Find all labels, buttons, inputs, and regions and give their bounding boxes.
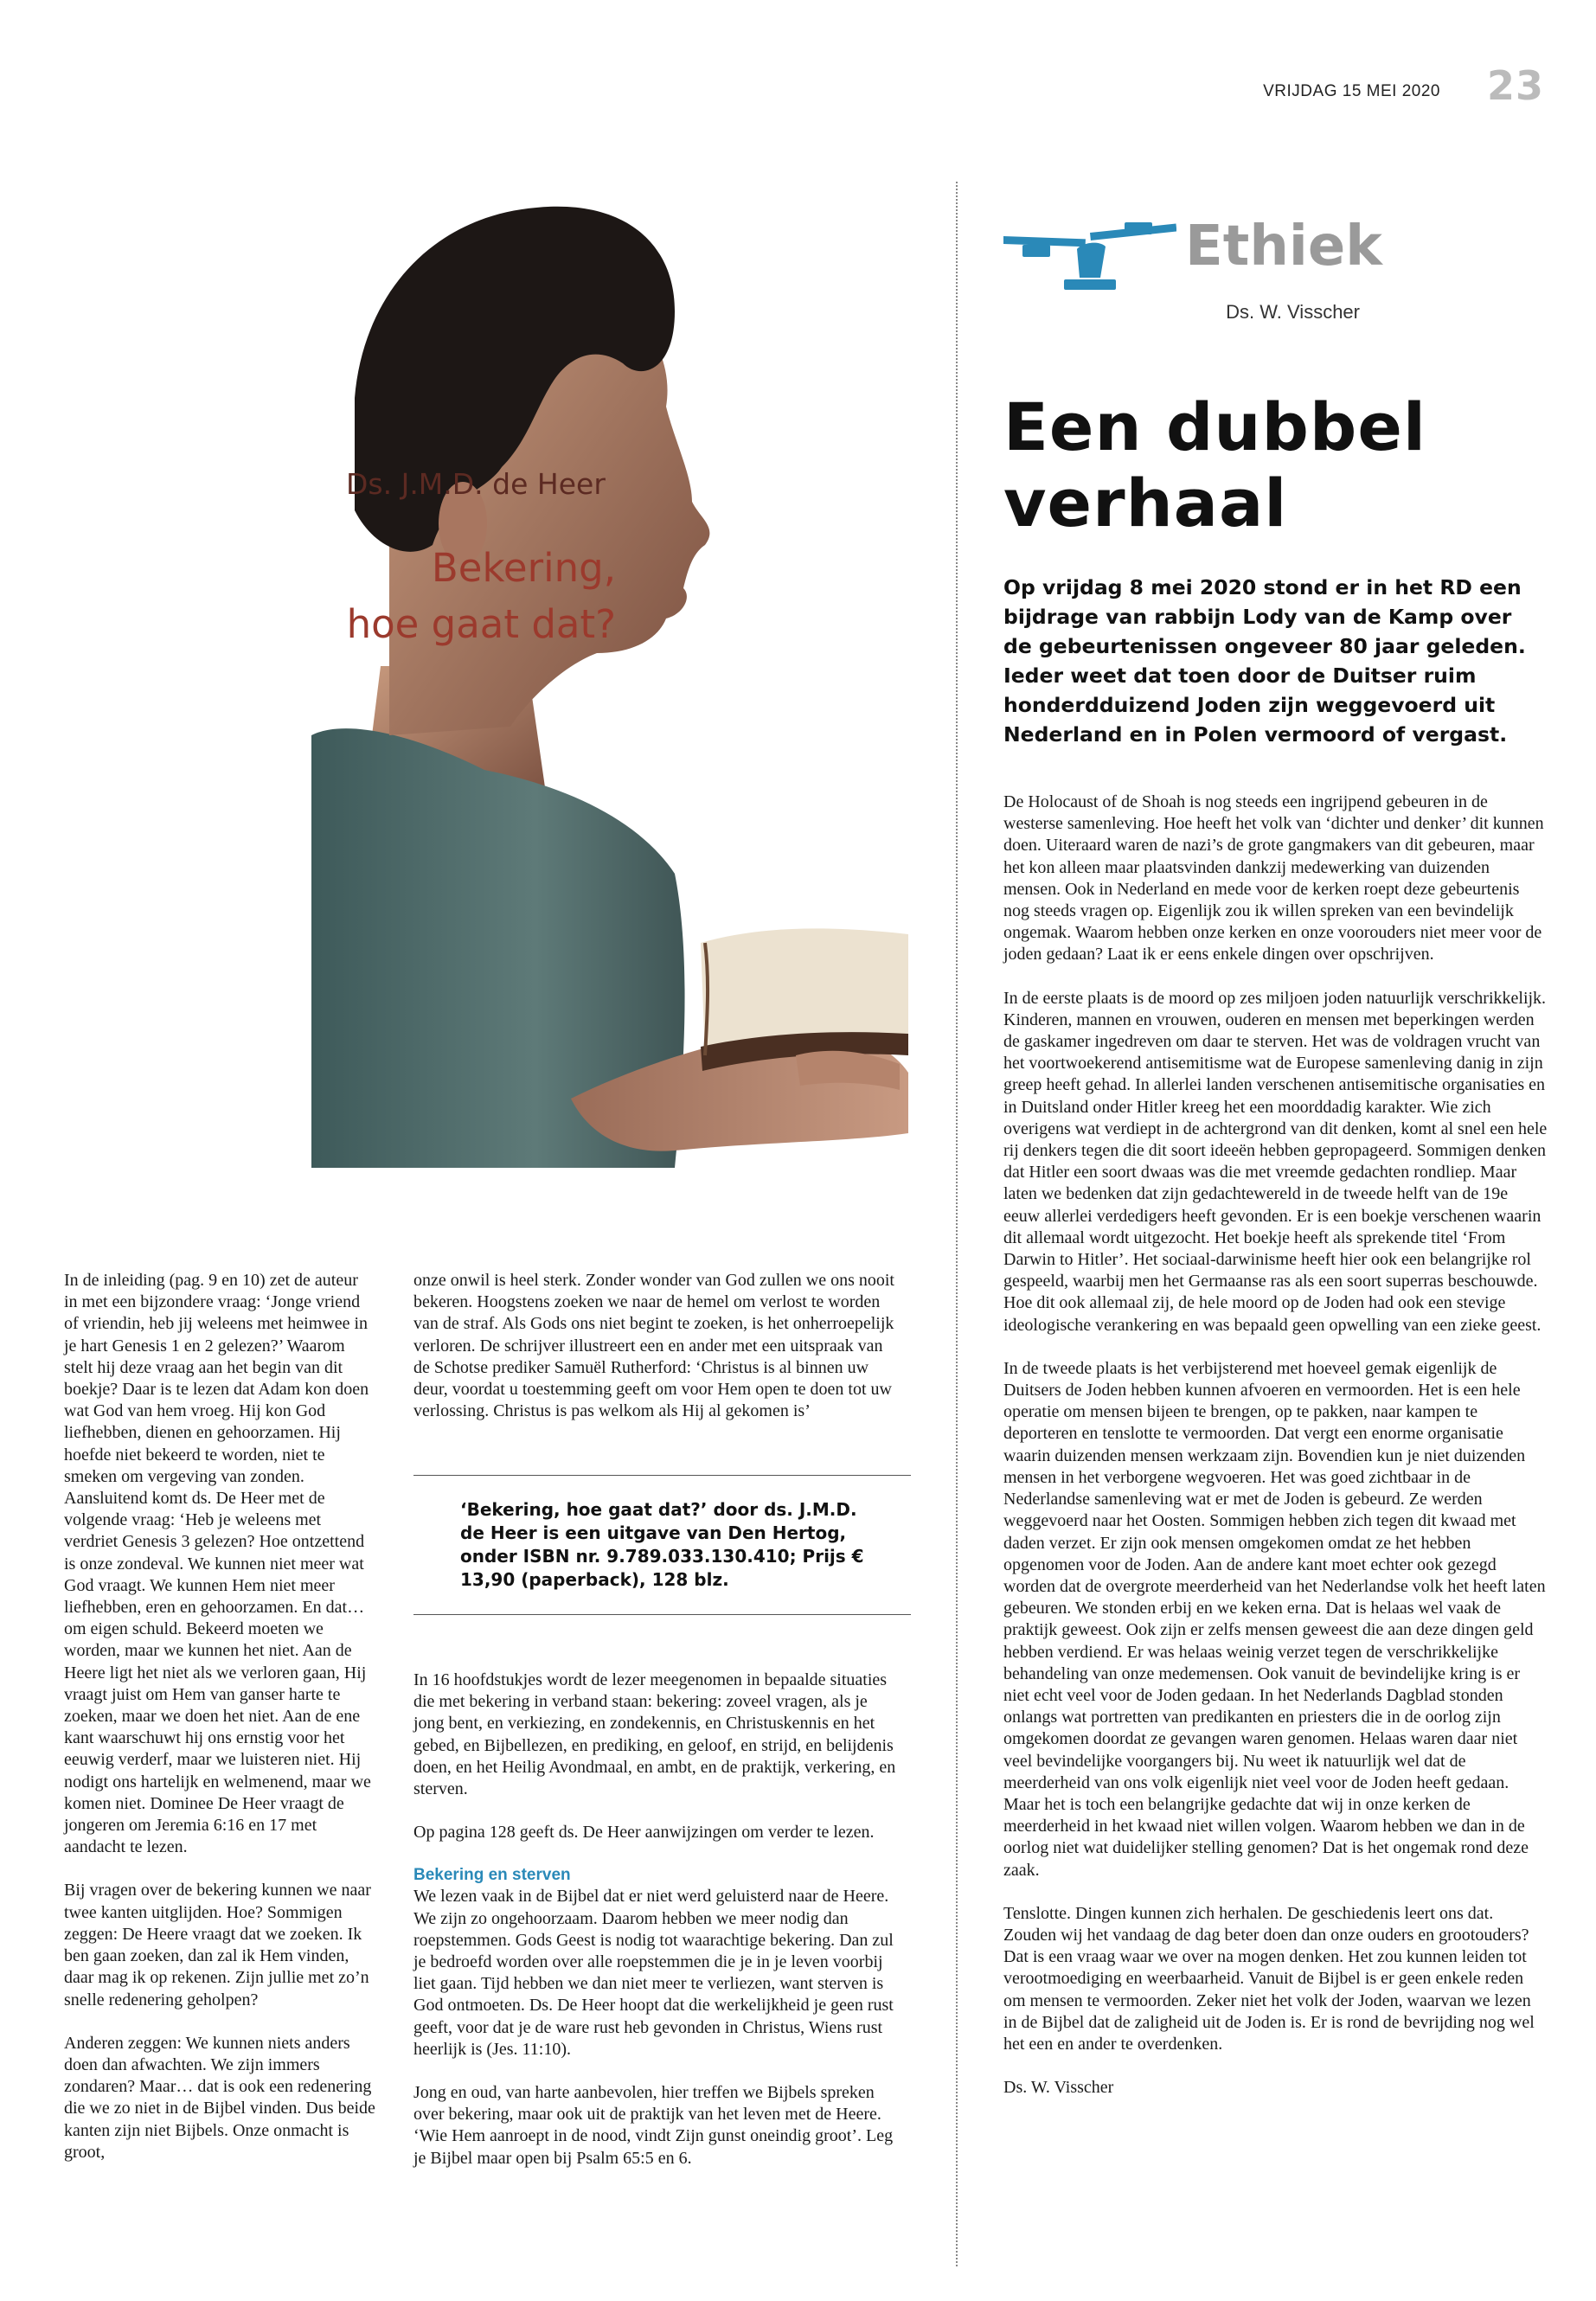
article-paragraph: De Holocaust of de Shoah is nog steeds een ingrijpend gebeuren in de westerse samenleving. Hoe heeft het volk van ‘dichter und denker’ dit kunnen doen. Uiteraard waren de nazi’s de grote gangmakers van dit gebeuren, maar het kon alleen maar plaatsvinden dankzij medewerking van duizenden mensen. Ook in Nederland en mede voor de kerken roept deze gebeurtenis nog steeds vragen op. Eigenlijk zou ik willen spreken van een bevindelijk ongemak. Waarom hebben onze kerken en onze voorouders niet meer voor de joden gedaan? Laat ik er eens enkele dingen over opschrijven.	[1003, 792, 1544, 965]
review-paragraph: onze onwil is heel sterk. Zonder wonder van God zullen we ons nooit bekeren. Hoogstens zoeken we naar de hemel om verlost te worden van de straf. Als Gods ons niet begint te zoeken, is het onherroepelijk verloren. De schrijver illustreert een en ander met een uitspraak van de Schotse prediker Samuël Rutherford: ‘Christus is al binnen uw deur, voordat u toestemming geeft om voor Hem open te doen tot uw verlossing. Christus is pas welkom als Hij al gekomen is’	[413, 1271, 894, 1421]
article-paragraph: In de tweede plaats is het verbijsterend met hoeveel gemak eigenlijk de Duitsers de Joden hebben kunnen afvoeren en vermoorden. Het is een hele operatie om mensen bijeen te brengen, op te pakken, naar kampen te deporteren en tenslotte te vermoorden. Dat vergt een enorme organisatie waarin duizenden mensen werkzaam zijn. Bovendien kun je niet duizenden mensen in het verborgene wegvoeren. Het was goed zichtbaar in de Nederlandse samenleving wat er met de Joden is gebeurd. Ze werden weggevoerd naar het Oosten. Sommigen hebben zich tegen dit kwaad met daden verzet. Er zijn ook mensen omgekomen omdat ze het hebben opgenomen voor de Joden. Aan de andere kant moet echter ook gezegd worden dat de overgrote meerderheid van het Nederlandse volk het heeft laten gebeuren. We stonden erbij en we keken erna. Dat is helaas wel vaak de praktijk geweest. Ook zijn er zelfs mensen geweest die aan deze dingen geld hebben verdiend. Er was helaas weinig verzet tegen de verschrikkelijke behandeling van onze medemensen. Ook vanuit de bevindelijke kring is er niet echt veel voor de Joden gedaan. In het Nederlands Dagblad stonden onlangs wat portretten van predikanten en priesters die in de oorlog zijn omgekomen doordat ze gevangen waren genomen. Helaas waren daar niet veel bevindelijke voorgangers bij. Nu weet ik natuurlijk wel dat de meerderheid van ons volk eigenlijk niet veel voor de Joden heeft gedaan. Maar het is toch een belangrijke gedachte dat wij in onze kerken de meerderheid in het kwaad niet willen volgen. Waarom hebben we dan in de oorlog niet wat duidelijker stelling genomen? Dat is het ongemak rond deze zaak.	[1003, 1358, 1546, 1880]
article-signature: Ds. W. Visscher	[1003, 2078, 1114, 2098]
review-paragraph: In 16 hoofdstukjes wordt de lezer meegenomen in bepaalde situaties die met bekering in verband staan: bekering: zoveel vragen, als je jong bent, en verkiezing, en zondekennis, en Christuskennis en het gebed, en Bijbellezen, en prediking, en geloof, en strijd, en belijdenis doen, en het Heilig Avondmaal, en ambt, en de praktijk, verkering, en sterven.	[413, 1670, 896, 1799]
review-left-column	[64, 1270, 375, 2185]
book-cover-image	[311, 182, 908, 1168]
cover-title-line2: hoe gaat dat?	[346, 601, 616, 647]
reading-man-illustration	[311, 182, 908, 1168]
cover-author: Ds. J.M.D. de Heer	[346, 467, 606, 501]
article-paragraph: Tenslotte. Dingen kunnen zich herhalen. De geschiedenis leert ons dat. Zouden wij het vandaag de dag beter doen dan onze ouders en grootouders? Dat is een vraag waar we over na mogen denken. Het zou kunnen leiden tot verootmoediging en weerbaarheid. Vanuit de Bijbel is er geen enkele reden om mensen te vermoorden. Zeker niet het volk der Joden, waarvan we lezen in de Bijbel dat de zaligheid uit de Joden is. Er is rond de bevrijding nog wel het een en ander te overdenken.	[1003, 1903, 1535, 2054]
book-info-text: ‘Bekering, hoe gaat dat?’ door ds. J.M.D. de Heer is een uitgave van Den Hertog, onder ISBN nr. 9.789.033.130.410; Prijs € 13,90 (paperback), 128 blz.	[460, 1499, 864, 1590]
review-paragraph: Op pagina 128 geeft ds. De Heer aanwijzingen om verder te lezen.	[413, 1823, 875, 1843]
review-paragraph: Bij vragen over de bekering kunnen we naar twee kanten uitglijden. Hoe? Sommigen zeggen: De Heere vraagt dat we zoeken. Ik ben gaan zoeken, dan zal ik Hem vinden, daar mag ik op rekenen. Zijn jullie met zo’n snelle redenering geholpen?	[64, 1881, 371, 2009]
balance-scale-icon	[1003, 210, 1176, 297]
book-info-box	[413, 1475, 911, 1615]
section-label: Ethiek	[1185, 215, 1382, 279]
column-divider	[956, 182, 958, 2266]
article-body	[1003, 792, 1548, 2120]
review-mid-column-bottom	[413, 1670, 900, 2191]
review-paragraph: Jong en oud, van harte aanbevolen, hier treffen we Bijbels spreken over bekering, maar ook uit de praktijk van het leven met de Heere. ‘Wie Hem aanroept in de nood, vindt Zijn gunst oneindig groot’. Leg je Bijbel maar open bij Psalm 65:5 en 6.	[413, 2083, 894, 2168]
review-paragraph: We lezen vaak in de Bijbel dat er niet werd geluisterd naar de Heere. We zijn zo ongehoorzaam. Daarom hebben we meer nodig dan roepstemmen. Gods Geest is nodig tot waarachtige bekering. Dan zul je bedroefd worden over alle roepstemmen die je in je leven voorbij liet gaan. Tijd hebben we dan niet meer te verliezen, want sterven is God ontmoeten. Ds. De Heer hoopt dat die werkelijkheid je geen rust geeft, voor dat je de ware rust heb gevonden in Christus, Wiens rust heerlijk is (Jes. 11:10).	[413, 1887, 894, 2059]
review-subheading: Bekering en sterven	[413, 1866, 571, 1885]
article-headline: Een dubbel verhaal	[1003, 388, 1426, 542]
review-paragraph: Anderen zeggen: We kunnen niets anders doen dan afwachten. We zijn immers zondaren? Maar… dat is ook een redenering die we zo niet in de Bijbel vinden. Dus beide kanten zijn niet Bijbels. Onze onmacht is groot,	[64, 2033, 375, 2162]
article-paragraph: In de eerste plaats is de moord op zes miljoen joden natuurlijk verschrikkelijk. Kinderen, mannen en vrouwen, ouderen en mensen met beperkingen werden de gaskamer ingedreven om daar te sterven. Het was de voldragen vrucht van het voortwoekerend antisemitisme wat de Europese samenleving danig in zijn greep heeft gehad. In allerlei landen verschenen antisemitische organisaties en in Duitsland onder Hitler kreeg het een moorddadig karakter. Wie zich overigens wat verdiept in de achtergrond van dit denken, komt al snel een hele rij denkers tegen die dit soort ideeën hebben gepropageerd. Sommigen denken dat Hitler een soort dwaas was die met vreemde gedachten rondliep. Maar laten we bedenken dat zijn gedachtewereld in de tweede helft van de 19e eeuw allerlei verdedigers heeft gevonden. Er is een boekje verschenen waarin dit allemaal wordt uitgezocht. Het boekje heeft als sprekende titel ‘From Darwin to Hitler’. Het sociaal-darwinisme heeft hier ook een belangrijke rol gespeeld, waarbij men het Germaanse ras als een soort superras beschouwde. Hoe dit ook allemaal zij, de hele moord op de Joden had ook een stevige ideologische verankering en was bepaald geen opwelling van een zieke geest.	[1003, 988, 1548, 1335]
review-mid-column-top	[413, 1270, 898, 1444]
page-number: 23	[1486, 62, 1544, 109]
article-lead: Op vrijdag 8 mei 2020 stond er in het RD een bijdrage van rabbijn Lody van de Kamp over de gebeurtenissen ongeveer 80 jaar geleden. Ieder weet dat toen door de Duitser ruim honderdduizend Joden zijn weggevoerd uit Nederland en in Polen vermoord of vergast.	[1003, 575, 1526, 747]
cover-title-line1: Bekering,	[431, 545, 616, 591]
byline: Ds. W. Visscher	[1226, 301, 1360, 323]
review-paragraph: In de inleiding (pag. 9 en 10) zet de auteur in met een bijzondere vraag: ‘Jonge vriend of vriendin, heb jij weleens met heimwee in je hart Genesis 1 en 2 gelezen?’ Waarom stelt hij deze vraag aan het begin van dit boekje? Daar is te lezen dat Adam kon doen wat God van hem vroeg. Hij kon God liefhebben, dienen en gehoorzamen. Hij hoefde niet bekeerd te worden, niet te smeken om vergeving van zonden. Aansluitend komt ds. De Heer met de volgende vraag: ‘Heb je weleens met verdriet Genesis 3 gelezen? Hoe ontzettend is onze zondeval. We kunnen niet meer wat God vraagt. We kunnen Hem niet meer liefhebben, eren en gehoorzamen. En dat… om eigen schuld. Bekeerd moeten we worden, maar we kunnen het niet. Aan de Heere ligt het niet als we verloren gaan, Hij vraagt juist om Hem van ganser harte te zoeken, maar we doen het niet. Aan de ene kant waarschuwt hij ons ernstig voor het eeuwig verderf, maar we luisteren niet. Hij nodigt ons hartelijk en welmenend, maar we komen niet. Dominee De Heer vraagt de jongeren om Jeremia 6:16 en 17 met aandacht te lezen.	[64, 1271, 371, 1857]
header-date: VRIJDAG 15 MEI 2020	[1263, 82, 1440, 100]
